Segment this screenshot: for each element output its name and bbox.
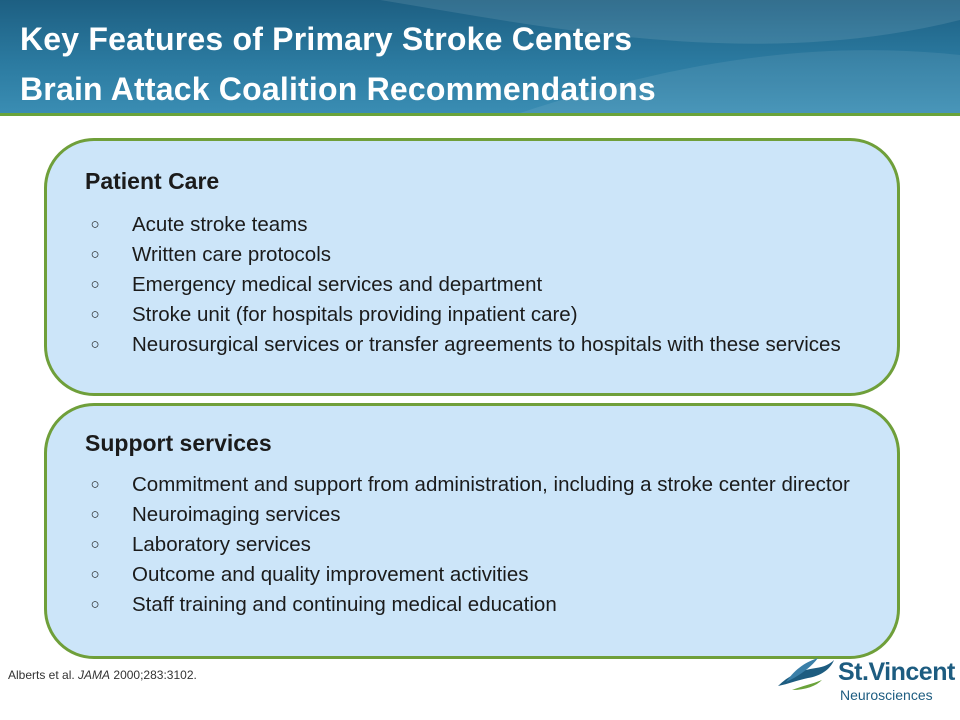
citation-details: 2000;283:3102. bbox=[113, 668, 197, 682]
list-item bbox=[85, 592, 853, 617]
circle-bullet-icon: ○ bbox=[90, 216, 100, 233]
circle-bullet-icon: ○ bbox=[90, 536, 100, 553]
patient-care-list bbox=[85, 212, 853, 362]
citation-journal: JAMA bbox=[78, 668, 111, 682]
st-vincent-logo bbox=[776, 654, 956, 710]
patient-care-heading: Patient Care bbox=[85, 168, 220, 194]
dove-icon bbox=[776, 656, 836, 696]
logo-subtitle: Neurosciences bbox=[840, 687, 933, 703]
list-item bbox=[85, 562, 853, 587]
list-item bbox=[85, 212, 853, 237]
support-services-list bbox=[85, 472, 853, 622]
circle-bullet-icon: ○ bbox=[90, 506, 100, 523]
list-item bbox=[85, 302, 853, 327]
circle-bullet-icon: ○ bbox=[90, 276, 100, 293]
circle-bullet-icon: ○ bbox=[90, 596, 100, 613]
list-item bbox=[85, 532, 853, 557]
list-item bbox=[85, 502, 853, 527]
list-item-text: Emergency medical services and department bbox=[132, 273, 543, 296]
circle-bullet-icon: ○ bbox=[90, 566, 100, 583]
list-item-text: Neurosurgical services or transfer agreements to hospitals with these services bbox=[132, 333, 841, 356]
list-item-text: Commitment and support from administration, including a stroke center director bbox=[132, 473, 850, 496]
list-item-text: Laboratory services bbox=[132, 533, 311, 556]
list-item-text: Outcome and quality improvement activities bbox=[132, 563, 529, 586]
citation-authors: Alberts et al. bbox=[8, 668, 75, 682]
circle-bullet-icon: ○ bbox=[90, 336, 100, 353]
list-item-text: Neuroimaging services bbox=[132, 503, 341, 526]
slide-title-line-1: Key Features of Primary Stroke Centers bbox=[20, 21, 633, 57]
patient-care-panel bbox=[44, 138, 900, 396]
header-divider bbox=[0, 113, 960, 116]
list-item bbox=[85, 242, 853, 267]
header-banner bbox=[0, 0, 960, 113]
circle-bullet-icon: ○ bbox=[90, 476, 100, 493]
list-item-text: Written care protocols bbox=[132, 243, 332, 266]
support-services-heading: Support services bbox=[85, 430, 272, 456]
list-item-text: Stroke unit (for hospitals providing inpatient care) bbox=[132, 303, 578, 326]
support-services-panel bbox=[44, 403, 900, 659]
circle-bullet-icon: ○ bbox=[90, 246, 100, 263]
citation bbox=[8, 668, 197, 682]
list-item-text: Acute stroke teams bbox=[132, 213, 308, 236]
list-item-text: Staff training and continuing medical education bbox=[132, 593, 557, 616]
circle-bullet-icon: ○ bbox=[90, 306, 100, 323]
list-item bbox=[85, 472, 853, 497]
logo-name: St.Vincent bbox=[838, 658, 955, 686]
slide-title-line-2: Brain Attack Coalition Recommendations bbox=[20, 71, 656, 107]
list-item bbox=[85, 272, 853, 297]
list-item bbox=[85, 332, 853, 357]
